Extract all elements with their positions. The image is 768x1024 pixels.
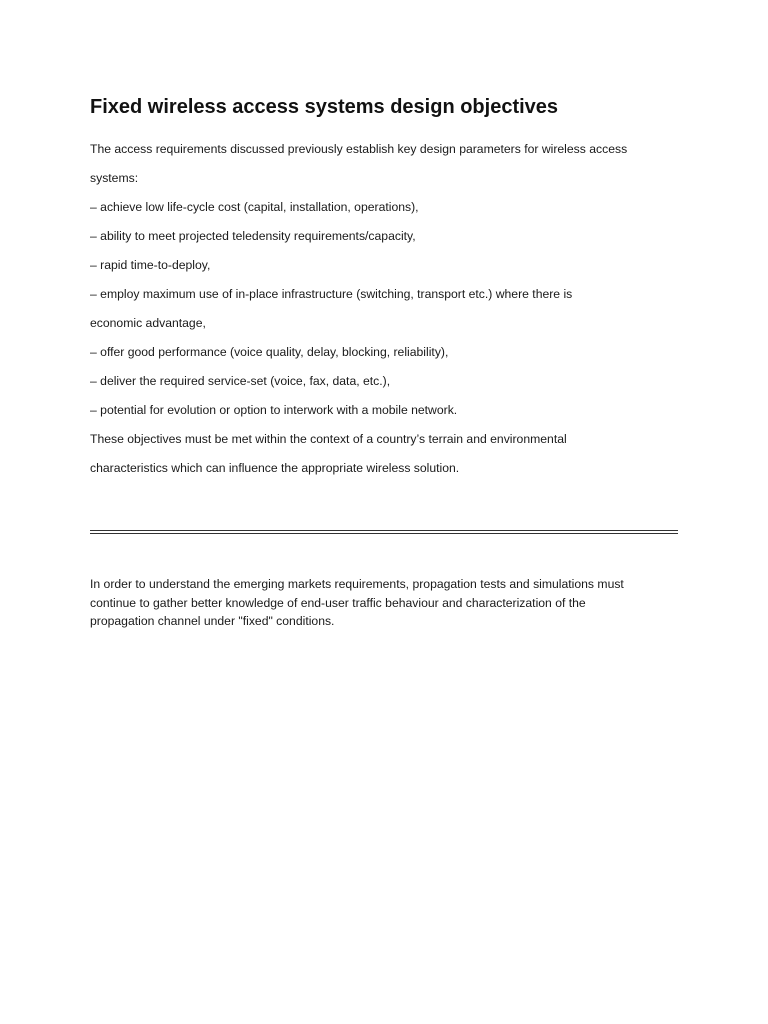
list-item: – achieve low life-cycle cost (capital, installation, operations), (90, 200, 419, 214)
footer-paragraph (90, 575, 680, 631)
footer-line: In order to understand the emerging markets requirements, propagation tests and simulations must (90, 577, 624, 591)
list-item-continuation: economic advantage, (90, 316, 206, 330)
list-item: – ability to meet projected teledensity requirements/capacity, (90, 229, 416, 243)
document-title: Fixed wireless access systems design objectives (90, 96, 559, 118)
body-line: These objectives must be met within the context of a country’s terrain and environmental (90, 432, 567, 446)
body-line: characteristics which can influence the appropriate wireless solution. (90, 461, 460, 475)
double-divider (90, 530, 678, 534)
list-item: – rapid time-to-deploy, (90, 258, 211, 272)
footer-line: continue to gather better knowledge of end-user traffic behaviour and characterization of the (90, 595, 586, 610)
body-line: The access requirements discussed previously establish key design parameters for wireless access (90, 142, 628, 156)
list-item: – potential for evolution or option to interwork with a mobile network. (90, 403, 458, 417)
list-item: – offer good performance (voice quality, delay, blocking, reliability), (90, 345, 449, 359)
list-item: – employ maximum use of in-place infrastructure (switching, transport etc.) where there is (90, 287, 573, 301)
body-text (90, 135, 685, 483)
list-item: – deliver the required service-set (voice, fax, data, etc.), (90, 374, 391, 388)
footer-line: propagation channel under "fixed" conditions. (90, 614, 335, 628)
body-line: systems: (90, 171, 139, 185)
